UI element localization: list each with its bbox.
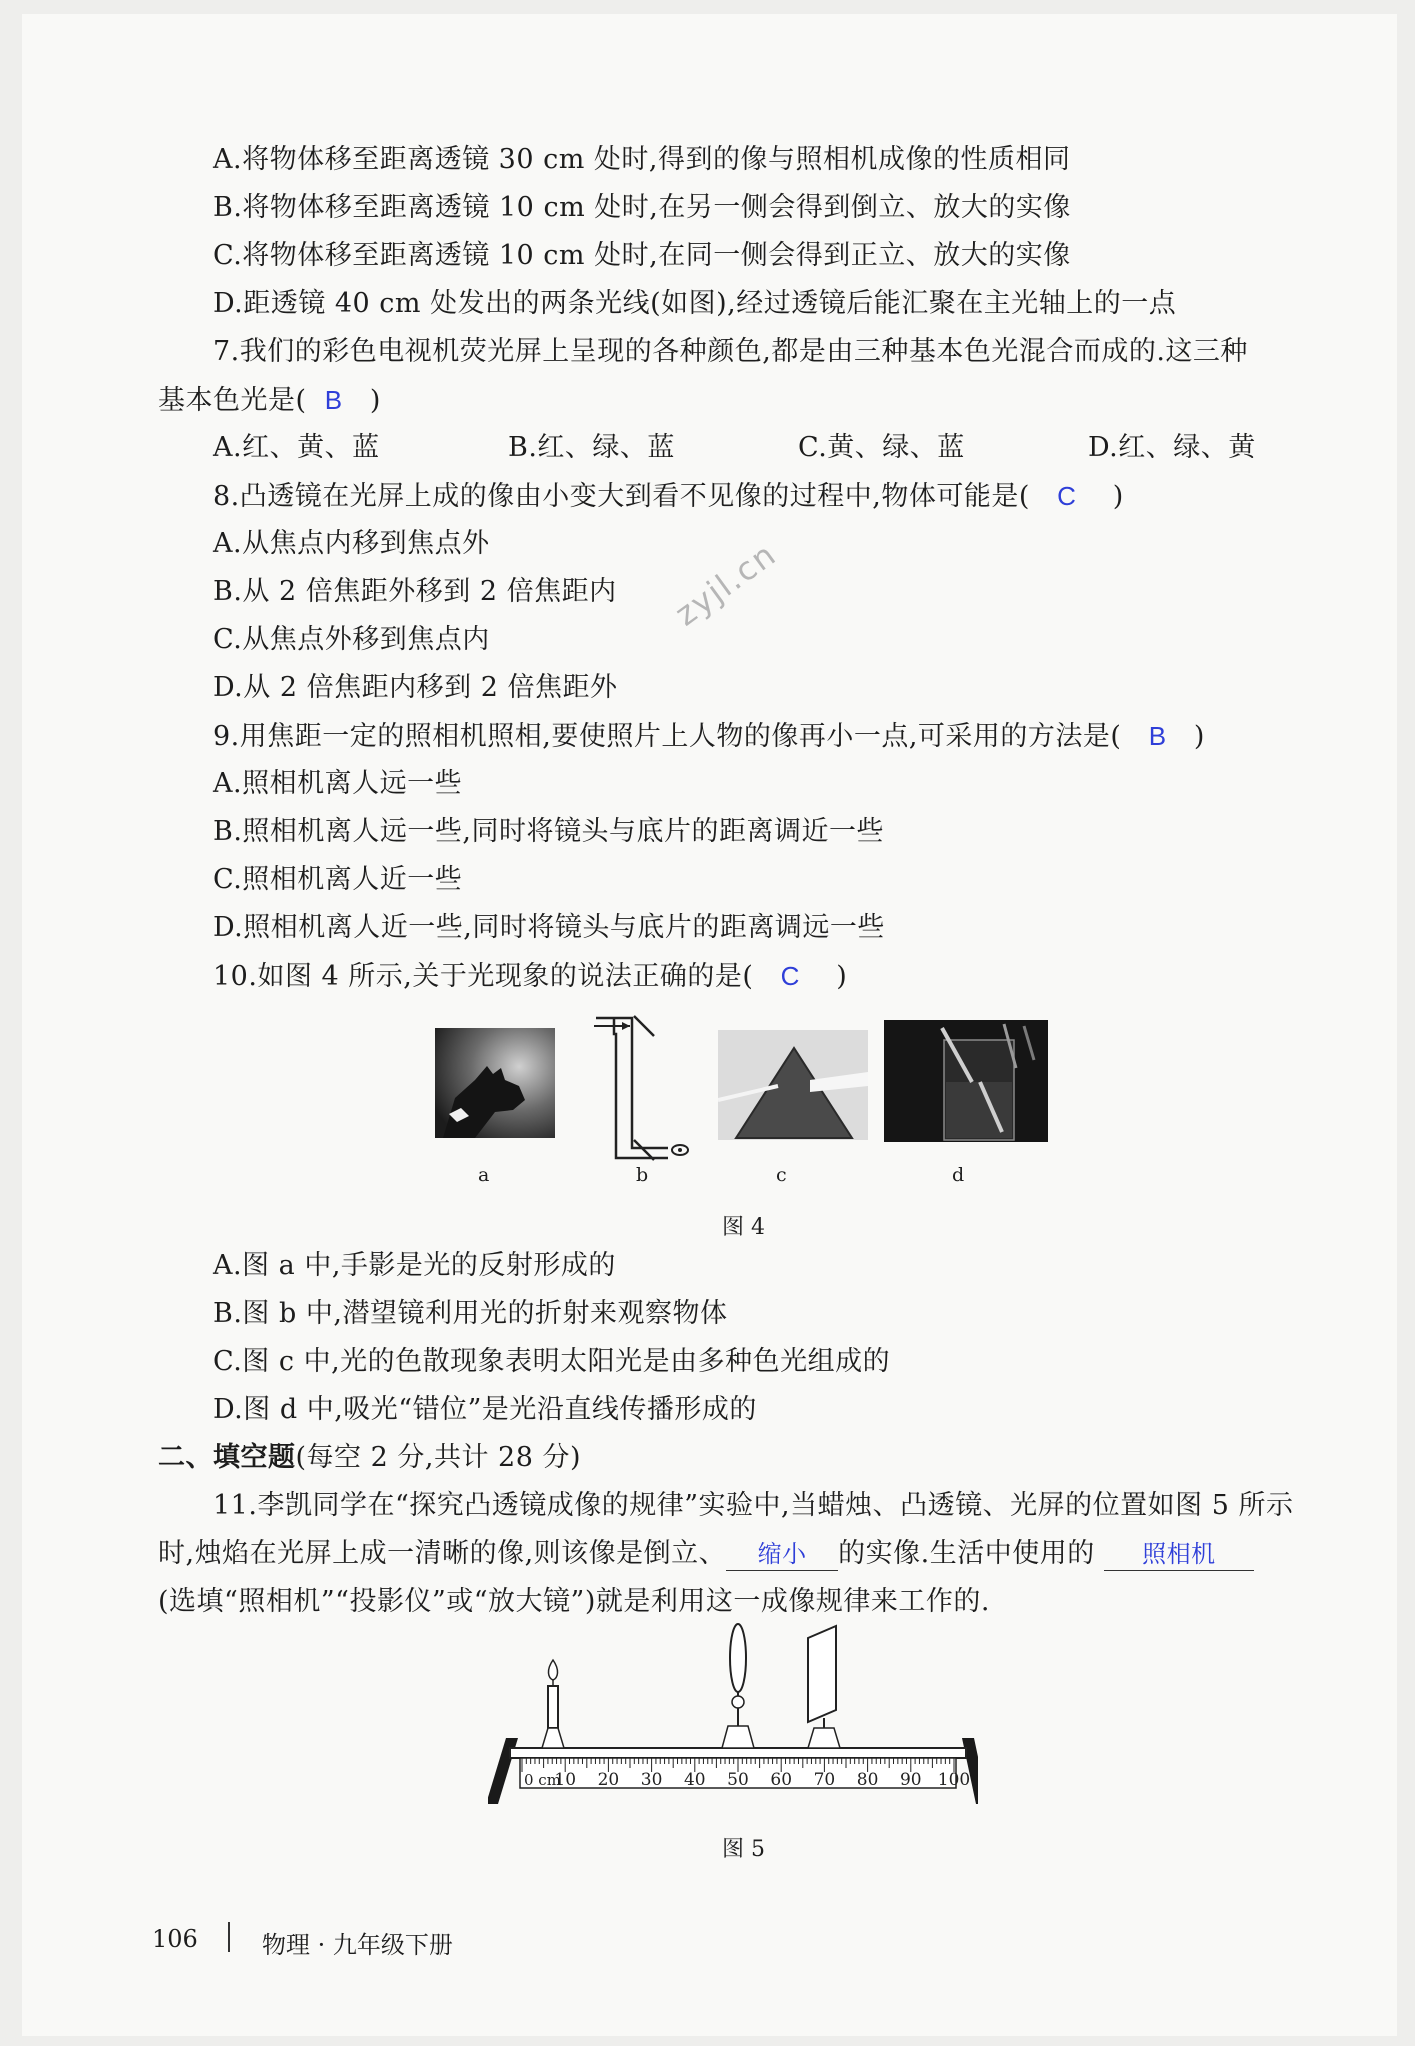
q8-option-a: A.从焦点内移到焦点外 [213, 528, 490, 559]
figure5-optical-bench [488, 1618, 978, 1808]
q11-stem-line2: 时,烛焰在光屏上成一清晰的像,则该像是倒立、 缩小 的实像.生活中使用的 照相机 [158, 1536, 1254, 1572]
q6-option-a: A.将物体移至距离透镜 30 cm 处时,得到的像与照相机成像的性质相同 [213, 144, 1071, 175]
q9-stem: 9.用焦距一定的照相机照相,要使照片上人物的像再小一点,可采用的方法是( B ) [213, 721, 1205, 752]
figure4-caption: 图 4 [722, 1215, 765, 1240]
ruler-label: 40 [683, 1770, 706, 1790]
candle [548, 1686, 558, 1728]
book-title: 物理 · 九年级下册 [262, 1931, 453, 1959]
q11-stem-line3: (选填“照相机”“投影仪”或“放大镜”)就是利用这一成像规律来工作的. [158, 1586, 990, 1617]
q7-option-b: B.红、绿、蓝 [508, 432, 675, 463]
q9-option-d: D.照相机离人近一些,同时将镜头与底片的距离调远一些 [213, 912, 885, 943]
q9-option-a: A.照相机离人远一些 [213, 768, 463, 799]
figure4-label-a: a [478, 1164, 490, 1186]
ruler-label: 50 [727, 1770, 749, 1790]
q9-answer: B [1148, 721, 1167, 751]
q7-option-d: D.红、绿、黄 [1088, 432, 1256, 463]
q8-stem: 8.凸透镜在光屏上成的像由小变大到看不见像的过程中,物体可能是( C ) [213, 481, 1124, 512]
ruler-label: 60 [770, 1770, 793, 1790]
ruler-label: 0 cm [524, 1771, 561, 1789]
q11-blank-1[interactable]: 缩小 [726, 1540, 838, 1571]
q7-option-c: C.黄、绿、蓝 [798, 432, 965, 463]
q6-option-d: D.距透镜 40 cm 处发出的两条光线(如图),经过透镜后能汇聚在主光轴上的一点 [213, 288, 1177, 319]
q7-answer: B [324, 385, 343, 415]
q8-answer: C [1057, 481, 1077, 511]
q6-option-c: C.将物体移至距离透镜 10 cm 处时,在同一侧会得到正立、放大的实像 [213, 240, 1071, 271]
q11-blank-2[interactable]: 照相机 [1104, 1540, 1254, 1571]
q6-option-b: B.将物体移至距离透镜 10 cm 处时,在另一侧会得到倒立、放大的实像 [213, 192, 1071, 223]
convex-lens [730, 1624, 746, 1692]
ruler-label: 100 [937, 1770, 971, 1790]
ruler-label: 70 [813, 1770, 836, 1790]
q9-option-c: C.照相机离人近一些 [213, 864, 463, 895]
figure4-label-c: c [776, 1164, 787, 1186]
q10-option-a: A.图 a 中,手影是光的反射形成的 [213, 1250, 616, 1281]
q8-option-d: D.从 2 倍焦距内移到 2 倍焦距外 [213, 672, 618, 703]
q9-option-b: B.照相机离人远一些,同时将镜头与底片的距离调近一些 [213, 816, 885, 847]
q7-stem-line2: 基本色光是( B ) [158, 385, 381, 416]
candle-flame [548, 1660, 557, 1680]
ruler-label: 20 [597, 1770, 620, 1790]
figure4-photo-d [884, 1020, 1048, 1142]
ruler-label: 80 [856, 1770, 879, 1790]
q8-option-b: B.从 2 倍焦距外移到 2 倍焦距内 [213, 576, 617, 607]
q11-stem-line1: 11.李凯同学在“探究凸透镜成像的规律”实验中,当蜡烛、凸透镜、光屏的位置如图 5 所示 [213, 1490, 1294, 1521]
footer-divider [228, 1922, 230, 1952]
figure4-label-b: b [636, 1164, 649, 1186]
q10-answer: C [780, 961, 800, 991]
figure4-photo-a [435, 1028, 555, 1138]
page-number: 106 [152, 1925, 198, 1953]
watermark: zyjl.cn [667, 534, 784, 634]
ruler-label: 10 [554, 1770, 577, 1790]
figure4-label-d: d [952, 1164, 965, 1186]
section2-heading: 二、填空题(每空 2 分,共计 28 分) [158, 1442, 582, 1473]
q10-stem: 10.如图 4 所示,关于光现象的说法正确的是( C ) [213, 961, 848, 992]
q10-option-d: D.图 d 中,吸光“错位”是光沿直线传播形成的 [213, 1394, 757, 1425]
figure5-caption: 图 5 [722, 1837, 765, 1862]
q10-option-c: C.图 c 中,光的色散现象表明太阳光是由多种色光组成的 [213, 1346, 891, 1377]
ruler-label: 30 [640, 1770, 663, 1790]
light-screen [808, 1626, 836, 1722]
q10-option-b: B.图 b 中,潜望镜利用光的折射来观察物体 [213, 1298, 728, 1329]
figure4-photo-c [718, 1030, 868, 1140]
figure4-periscope-diagram [588, 1012, 698, 1162]
ruler-label: 90 [899, 1770, 922, 1790]
q7-stem-line1: 7.我们的彩色电视机荧光屏上呈现的各种颜色,都是由三种基本色光混合而成的.这三种 [213, 336, 1248, 367]
q8-option-c: C.从焦点外移到焦点内 [213, 624, 490, 655]
q7-option-a: A.红、黄、蓝 [213, 432, 380, 463]
